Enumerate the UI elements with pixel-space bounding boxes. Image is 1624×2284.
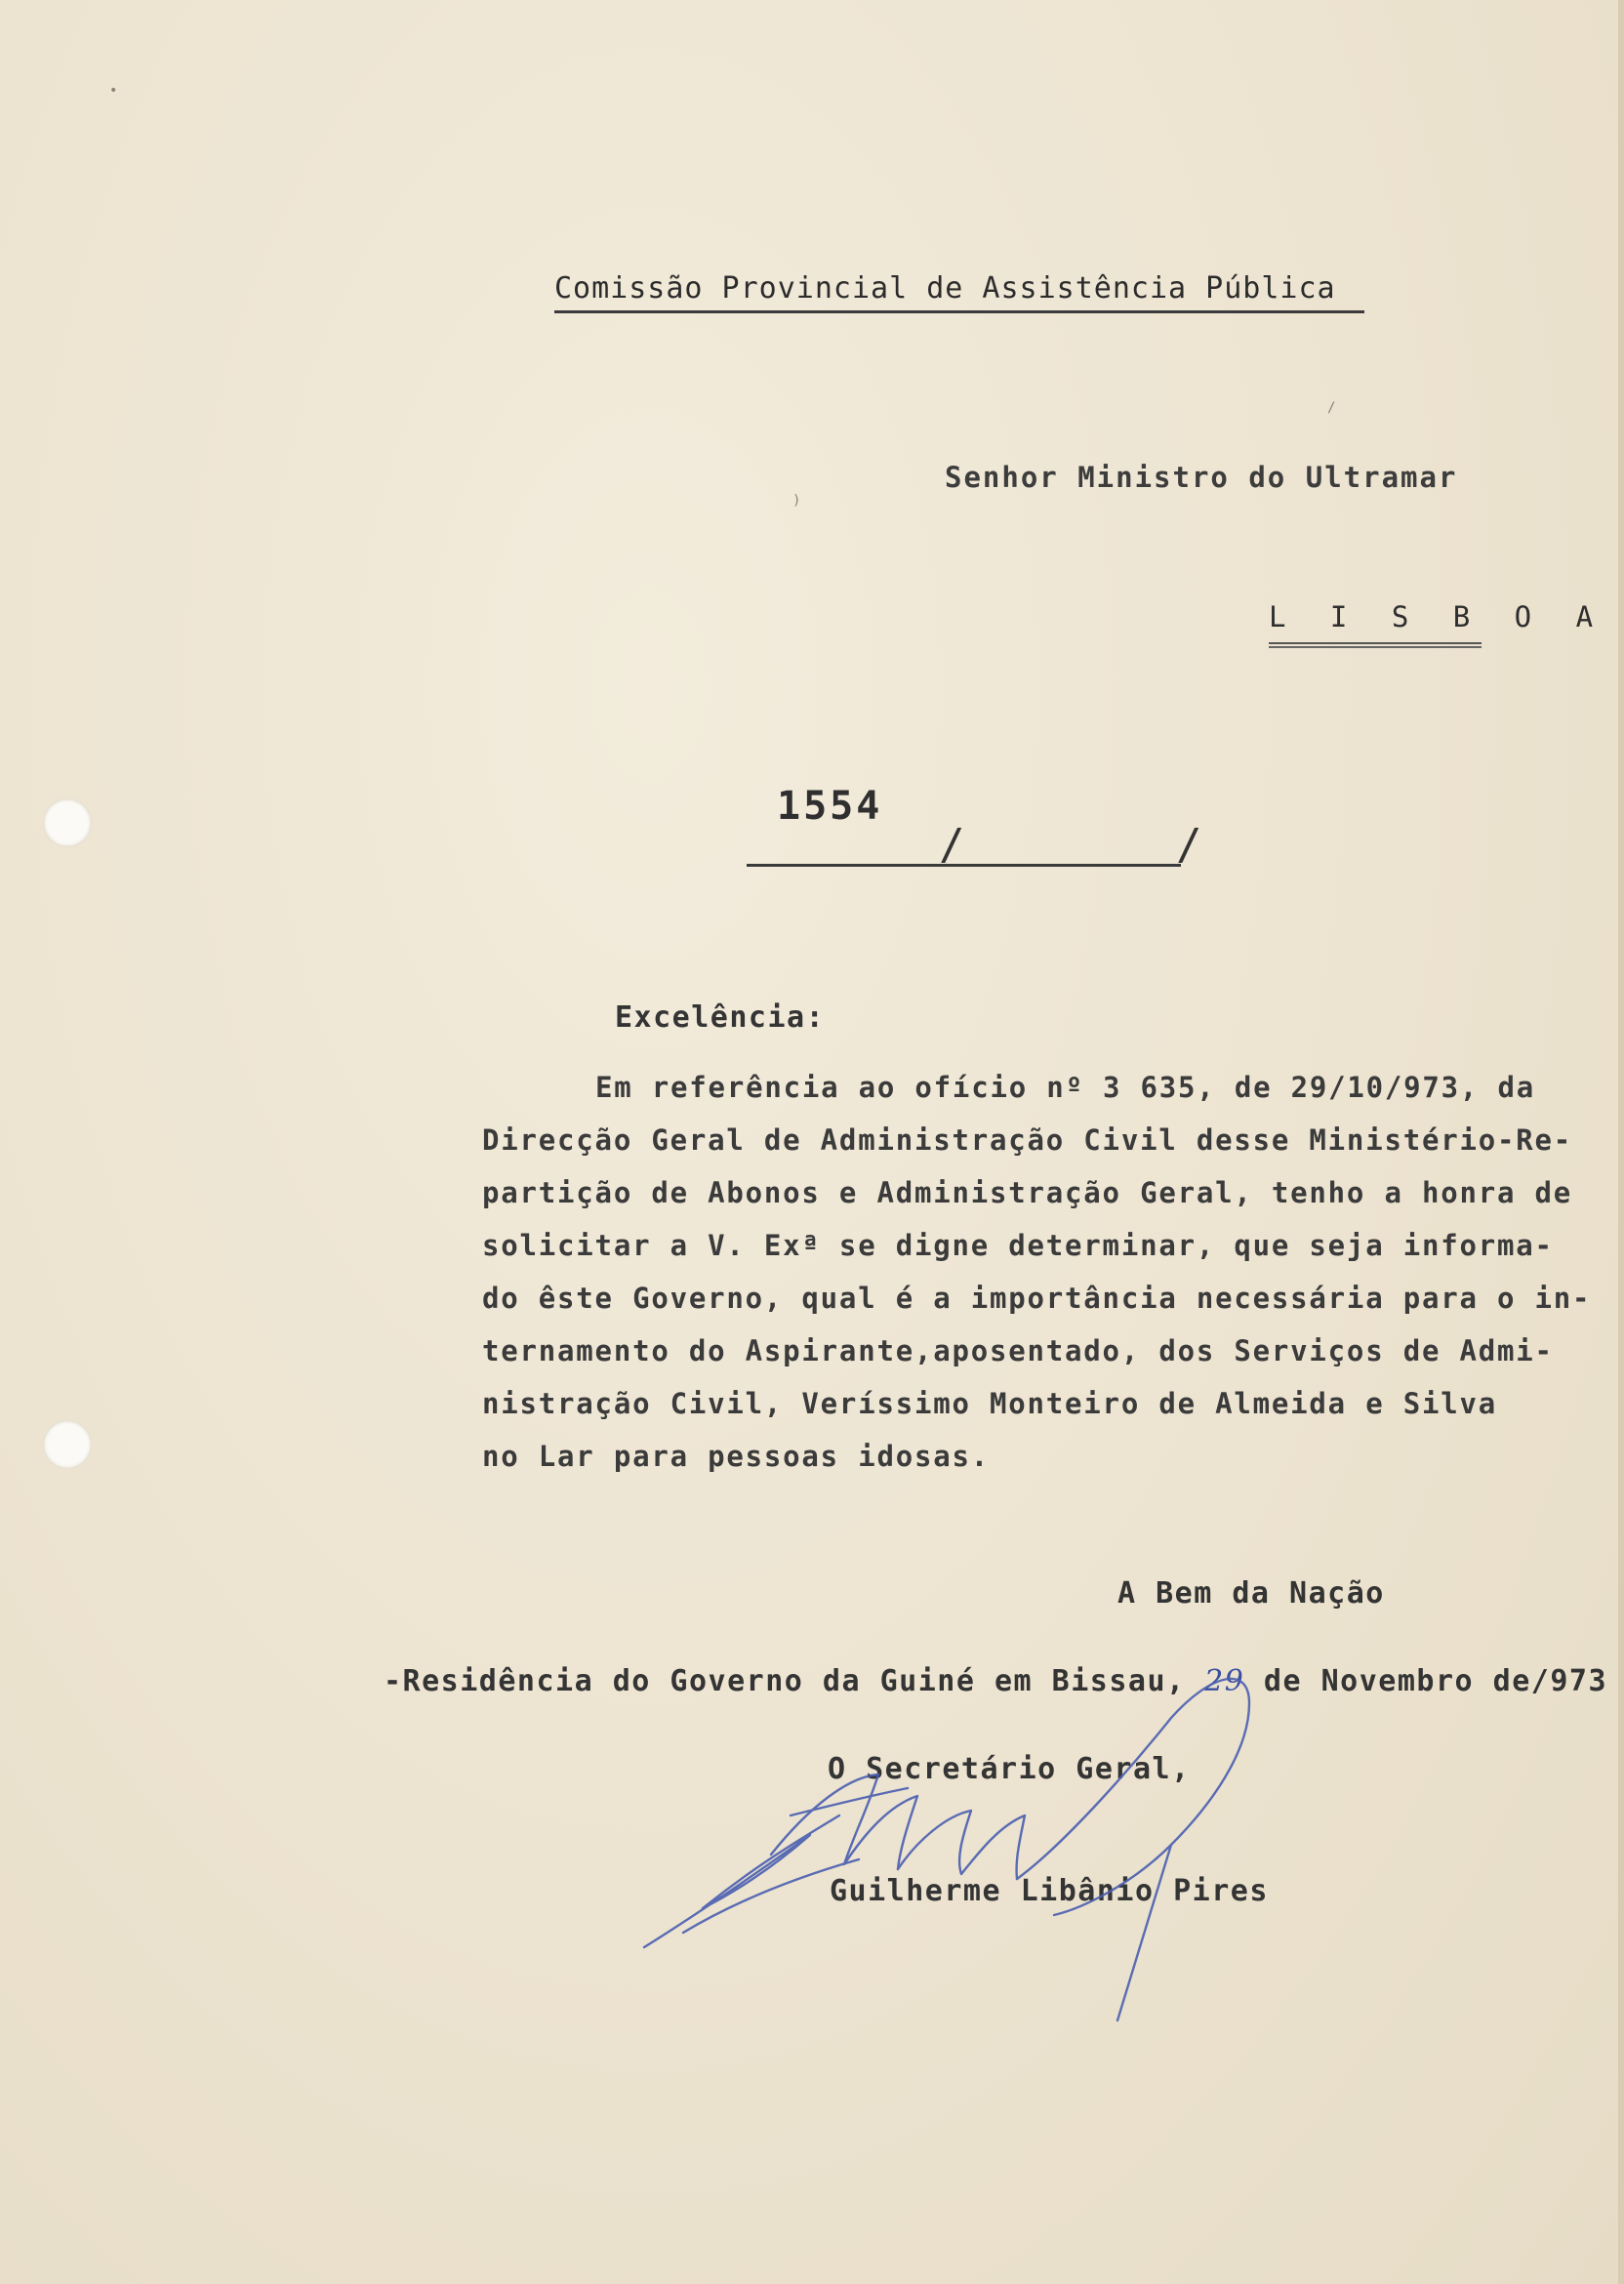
body-line: Em referência ao ofício nº 3 635, de 29/10/973, da [595,1071,1535,1104]
paper-speck: ) [792,493,801,509]
body-line: nistração Civil, Veríssimo Monteiro de Almeida e Silva [482,1387,1498,1420]
reference-slash-2: / [1176,820,1202,870]
city-underline [1269,642,1482,644]
signatory-name: Guilherme Libânio Pires [830,1874,1269,1908]
body-line: partição de Abonos e Administração Geral, tenho a honra de [482,1176,1573,1209]
reference-number: 1554 [777,784,883,829]
punch-hole-top [43,798,92,847]
reference-slash-1: / [939,820,965,870]
place-text: -Residência do Governo da Guiné em Bissau, [384,1664,1205,1698]
salutation: Excelência: [615,1000,826,1035]
letterhead-underline [554,310,1364,313]
body-line: ternamento do Aspirante,aposentado, dos Serviços de Admi- [482,1334,1554,1367]
body-line: solicitar a V. Exª se digne determinar, que seja informa- [482,1229,1554,1262]
paper-speck: / [1327,400,1336,416]
paper-speck: • [109,83,118,99]
body-line: no Lar para pessoas idosas. [482,1440,991,1473]
handwritten-signature [625,1659,1366,2030]
body-line: Direcção Geral de Administração Civil desse Ministério-Re- [482,1123,1573,1157]
page-edge [1618,0,1624,2284]
closing-formula: A Bem da Nação [1117,1576,1385,1611]
recipient-line: Senhor Ministro do Ultramar [945,461,1458,494]
punch-hole-bottom [43,1420,92,1469]
body-line: do êste Governo, qual é a importância necessária para o in- [482,1282,1592,1315]
signatory-title: O Secretário Geral, [828,1752,1191,1786]
letterhead-title: Comissão Provincial de Assistência Pública [554,271,1336,306]
handwritten-day: 29 [1204,1664,1245,1698]
recipient-city: L I S B O A [1269,600,1607,633]
date-text: de Novembro de/973 [1244,1664,1608,1698]
